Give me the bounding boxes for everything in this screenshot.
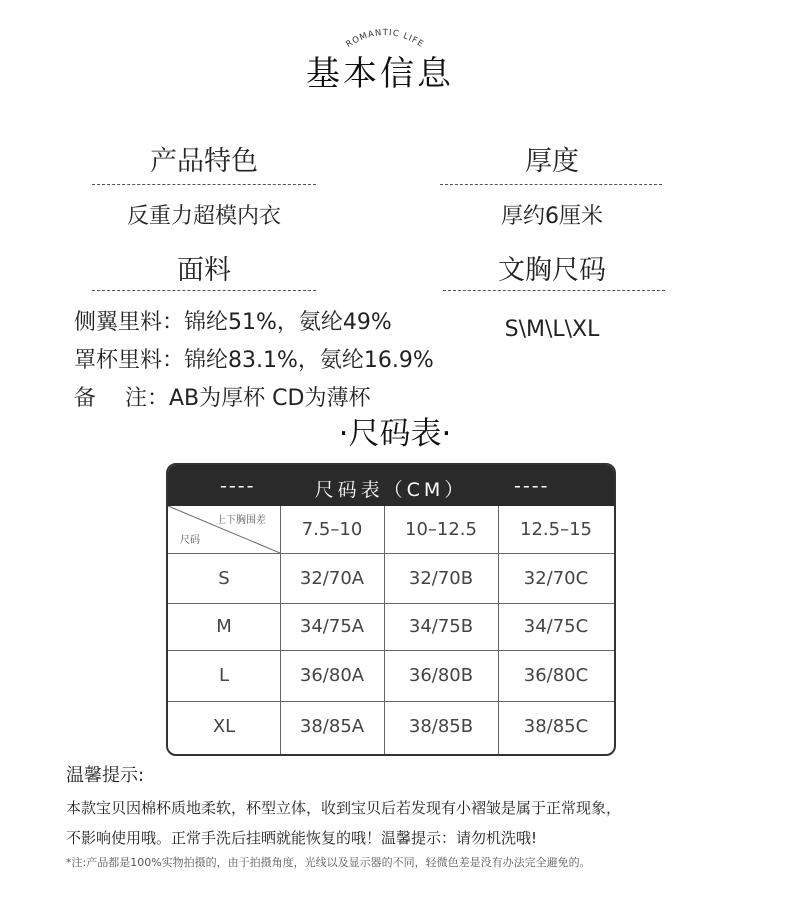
- fabric-line-value: AB为厚杯 CD为薄杯: [169, 386, 371, 411]
- divider: [92, 290, 316, 291]
- table-cell: 36/80C: [523, 665, 589, 686]
- fabric-title: 面料: [177, 255, 231, 286]
- column-header: 7.5–10: [301, 519, 363, 540]
- table-cell: 34/75A: [299, 616, 365, 637]
- table-cell: 34/75B: [408, 616, 474, 637]
- thickness-value: 厚约6厘米: [501, 204, 603, 229]
- divider: [440, 184, 662, 185]
- tip-line-1: 本款宝贝因棉杯质地柔软，杯型立体，收到宝贝后若发现有小褶皱是属于正常现象，: [66, 799, 622, 817]
- table-cell: 34/75C: [523, 616, 589, 637]
- table-cell: 38/85B: [408, 716, 474, 737]
- fabric-line-cup: [74, 343, 434, 374]
- row-size-label: M: [216, 616, 232, 637]
- fabric-line-key: 备 注：: [74, 386, 169, 411]
- tips-heading: 温馨提示:: [66, 765, 145, 786]
- feature-title: 产品特色: [150, 146, 258, 177]
- svg-text:ROMANTIC LIFE: ROMANTIC LIFE: [344, 27, 426, 50]
- size-table-header: [168, 465, 614, 506]
- size-chart-title: ·尺码表·: [338, 416, 452, 452]
- column-header: 12.5–15: [520, 519, 592, 540]
- table-cell: 32/70B: [408, 567, 474, 589]
- fabric-line-value: 锦纶83.1%，氨纶16.9%: [184, 348, 434, 373]
- bra-size-title: 文胸尺码: [498, 255, 606, 286]
- tip-line-2: 不影响使用哦。正常手洗后挂晒就能恢复的哦！温馨提示：请勿机洗哦!: [66, 829, 538, 847]
- feature-value: 反重力超模内衣: [126, 204, 281, 229]
- corner-label-bust-diff: 上下胸围差: [216, 515, 266, 526]
- table-cell: 38/85C: [523, 716, 589, 737]
- size-table: [166, 463, 616, 756]
- bra-size-value: S\M\L\XL: [504, 317, 600, 342]
- divider: [92, 184, 316, 185]
- column-header: 10–12.5: [405, 519, 477, 540]
- header-dashes-right: ----: [514, 475, 550, 497]
- table-cell: 36/80A: [299, 665, 365, 686]
- fabric-line-key: 罩杯里料：: [74, 348, 185, 373]
- fabric-line-wing: [74, 305, 392, 336]
- thickness-title: 厚度: [525, 146, 579, 177]
- corner-label-size: 尺码: [180, 535, 200, 546]
- footnote: *注:产品都是100%实物拍摄的，由于拍摄角度，光线以及显示器的不同，轻微色差是没有办法完全避免的。: [66, 856, 591, 869]
- fabric-line-value: 锦纶51%，氨纶49%: [184, 310, 392, 335]
- table-cell: 36/80B: [408, 665, 474, 686]
- row-size-label: S: [218, 567, 230, 589]
- row-size-label: L: [218, 665, 230, 686]
- page-title: 基本信息: [306, 54, 454, 94]
- divider: [443, 290, 665, 291]
- header-title: 尺码表（CM）: [314, 479, 468, 501]
- row-size-label: XL: [212, 716, 236, 737]
- header-dashes-left: ----: [220, 475, 256, 497]
- table-cell: 38/85A: [299, 716, 365, 737]
- table-cell: 32/70A: [299, 567, 365, 589]
- table-cell: 32/70C: [523, 567, 589, 589]
- fabric-line-key: 侧翼里料：: [74, 310, 185, 335]
